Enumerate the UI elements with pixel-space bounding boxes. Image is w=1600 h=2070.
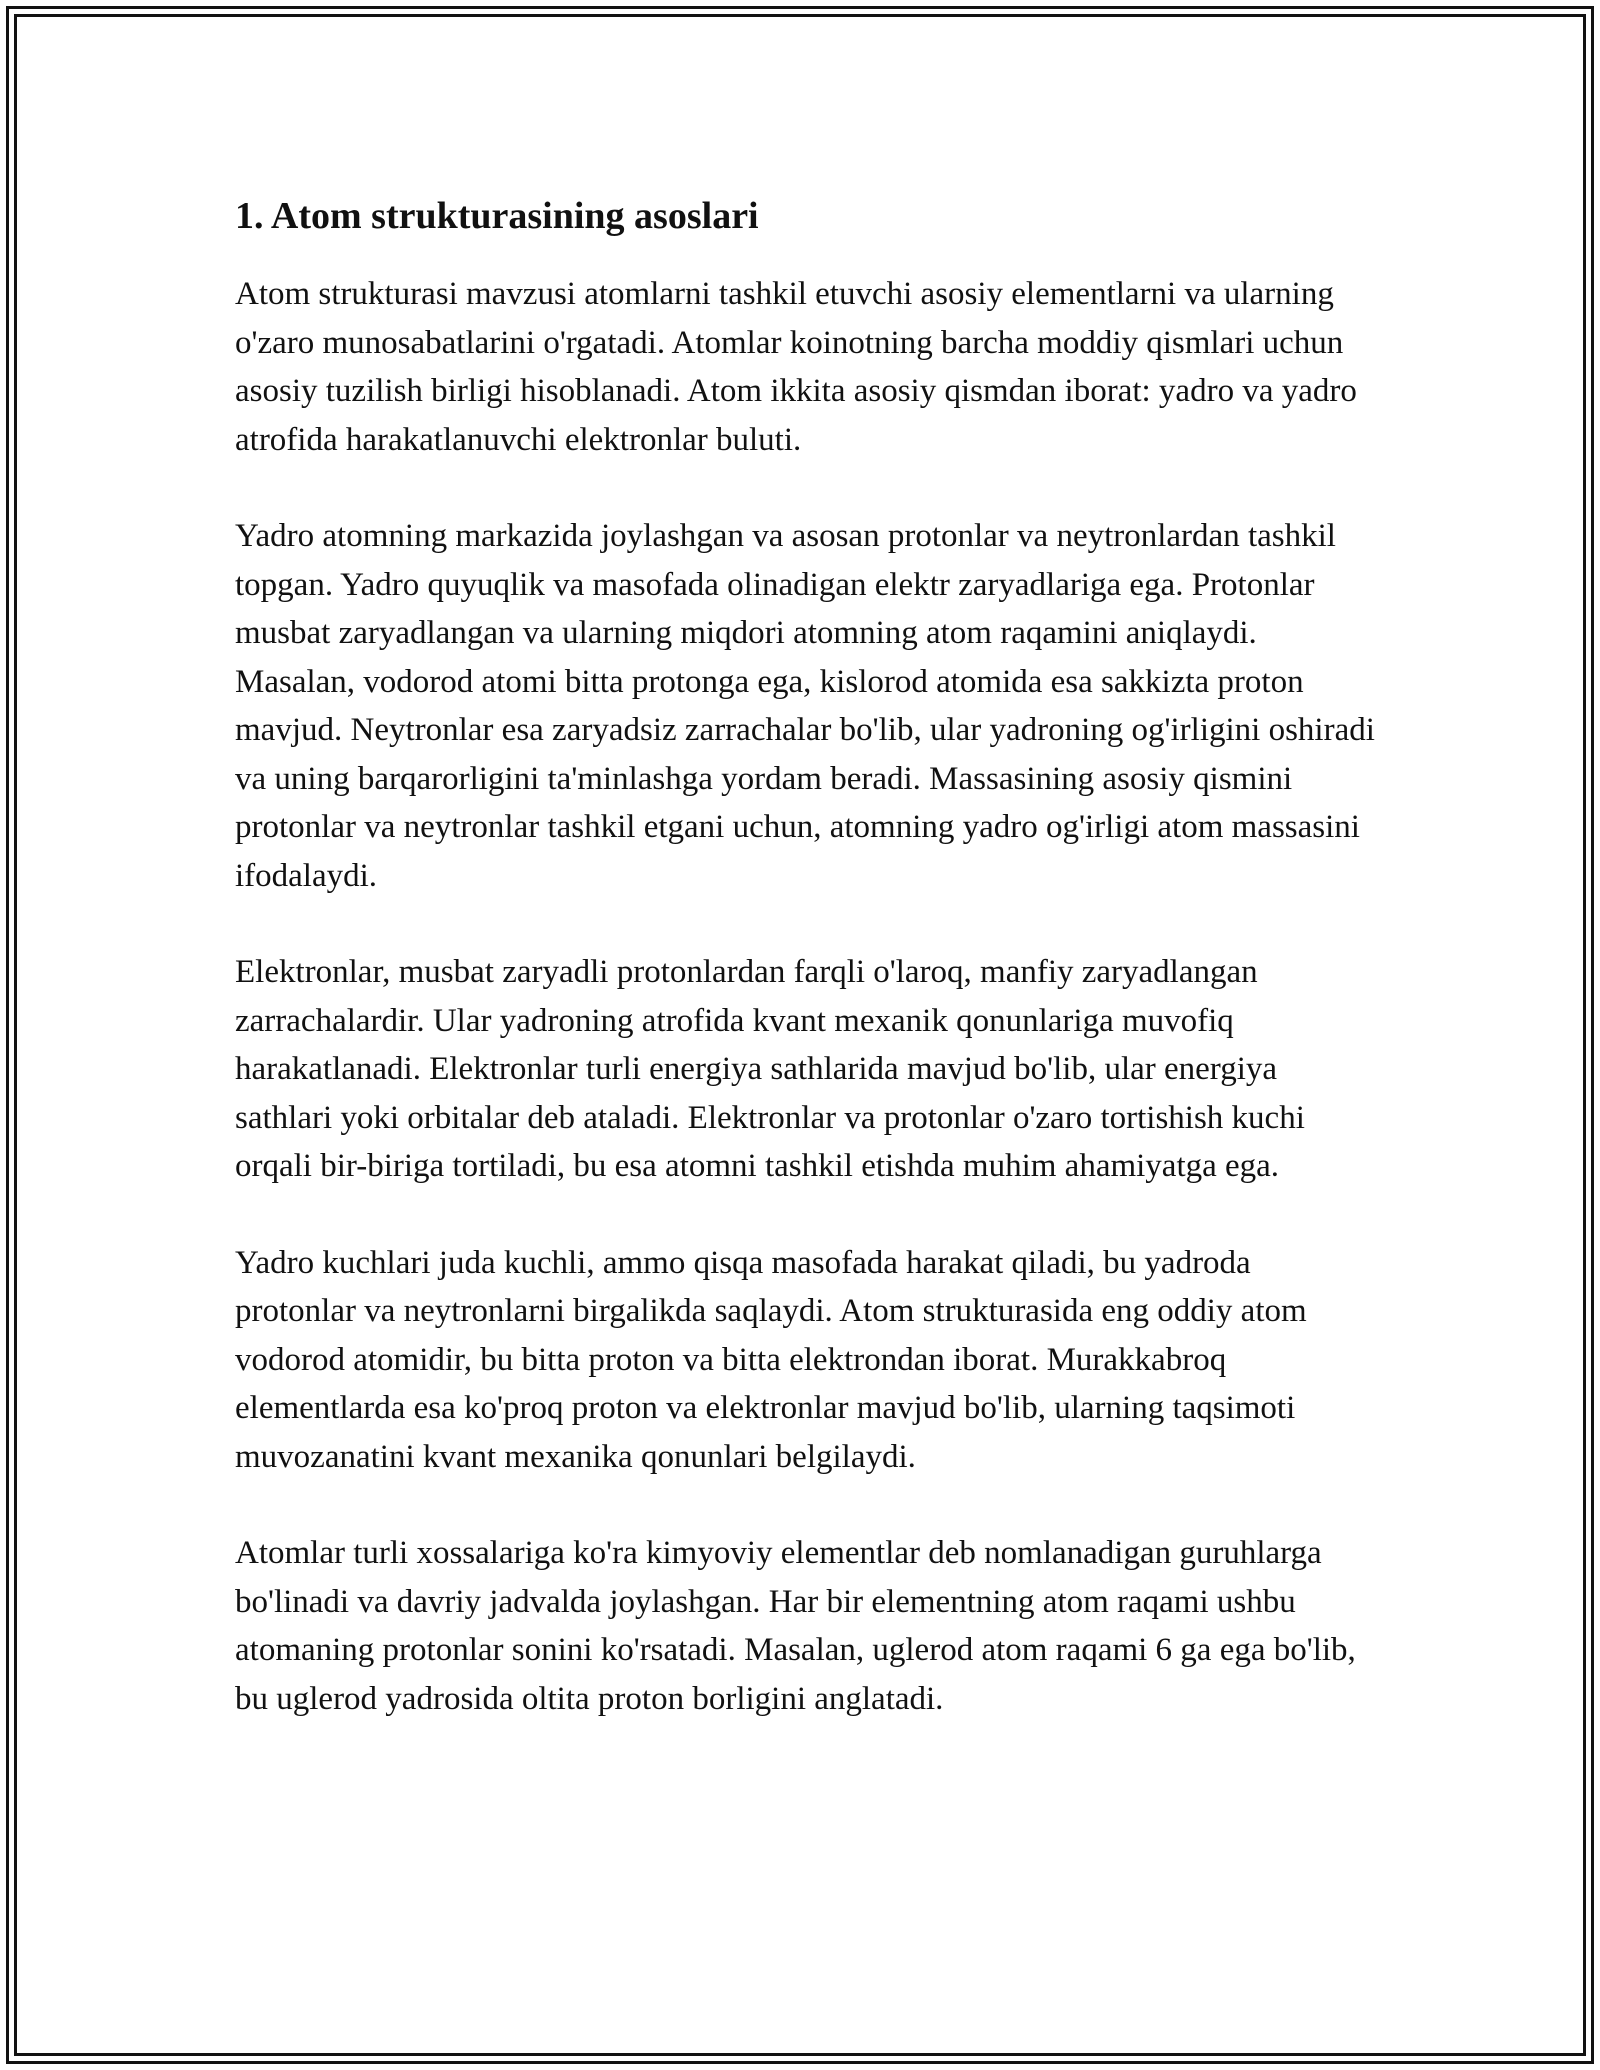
paragraph-elements: Atomlar turli xossalariga ko'ra kimyoviy elementlar deb nomlanadigan guruhlarga bo'linadi va davriy jadvalda joylashgan. Har bir elementning atom raqami ushbu atomaning protonlar sonini ko'rsatadi. Masalan, uglerod atom raqami 6 ga ega bo'lib, bu uglerod yadrosida oltita proton borligini anglatadi. [235,1535,1356,1717]
paragraph-nucleus: Yadro atomning markazida joylashgan va asosan protonlar va neytronlardan tashkil topgan. Yadro quyuqlik va masofada olinadigan elektr zaryadlariga ega. Protonlar musbat zaryadlangan va ularning miqdori atomning atom raqamini aniqlaydi. Masalan, vodorod atomi bitta protonga ega, kislorod atomida esa sakkizta proton mavjud. Neytronlar esa zaryadsiz zarrachalar bo'lib, ular yadroning og'irligini oshiradi va uning barqarorligini ta'minlashga yordam beradi. Massasining asosiy qismini protonlar va neytronlar tashkil etgani uchun, atomning yadro og'irligi atom massasini ifodalaydi. [235,518,1375,894]
paragraph-nuclear-forces: Yadro kuchlari juda kuchli, ammo qisqa masofada harakat qiladi, bu yadroda protonlar va neytronlarni birgalikda saqlaydi. Atom strukturasida eng oddiy atom vodorod atomidir, bu bitta proton va bitta elektrondan iborat. Murakkabroq elementlarda esa ko'proq proton va elektronlar mavjud bo'lib, ularning taqsimoti muvozanatini kvant mexanika qonunlari belgilaydi. [235,1244,1307,1475]
paragraph-electrons: Elektronlar, musbat zaryadli protonlardan farqli o'laroq, manfiy zaryadlangan zarrachalardir. Ular yadroning atrofida kvant mexanik qonunlariga muvofiq harakatlanadi. Elektronlar turli energiya sathlarida mavjud bo'lib, ular energiya sathlari yoki orbitalar deb ataladi. Elektronlar va protonlar o'zaro tortishish kuchi orqali bir-biriga tortiladi, bu esa atomni tashkil etishda muhim ahamiyatga ega. [235,954,1305,1184]
paragraph-atom-structure-intro: Atom strukturasi mavzusi atomlarni tashkil etuvchi asosiy elementlarni va ularning o'zaro munosabatlarini o'rgatadi. Atomlar koinotning barcha moddiy qismlari uchun asosiy tuzilish birligi hisoblanadi. Atom ikkita asosiy qismdan iborat: yadro va yadro atrofida harakatlanuvchi elektronlar buluti. [235,276,1357,458]
document-body [235,186,1375,1771]
section-heading: 1. Atom strukturasining asoslari [235,195,759,237]
